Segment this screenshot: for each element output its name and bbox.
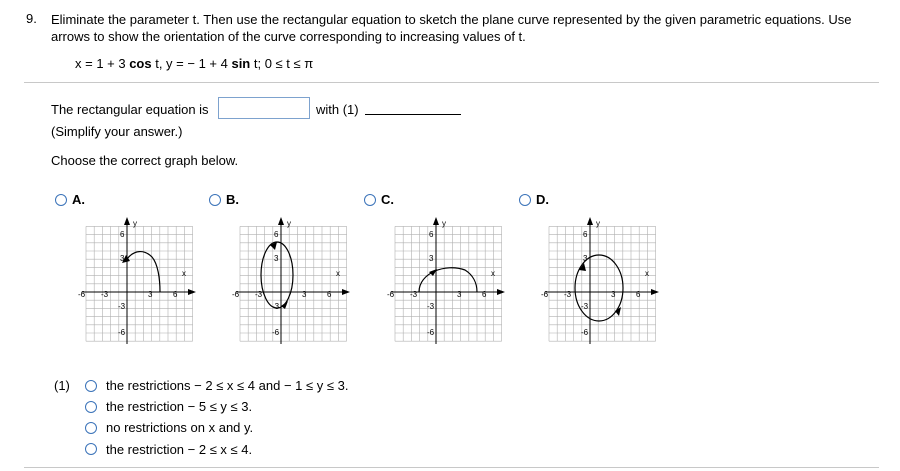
x-tick-3: 3 — [457, 290, 462, 299]
question-number: 9. — [26, 11, 37, 26]
x-tick-6: 6 — [173, 290, 178, 299]
y-tick-neg3: -3 — [118, 302, 126, 311]
graph-a — [78, 213, 200, 345]
x-tick-6: 6 — [482, 290, 487, 299]
parametric-equations — [75, 56, 313, 71]
curve — [261, 242, 293, 308]
x-tick-neg6: -6 — [232, 290, 240, 299]
x-axis-label: x — [645, 269, 649, 278]
x-tick-3: 3 — [148, 290, 153, 299]
question-text: Eliminate the parameter t. Then use the rectangular equation to sketch the plane curve represented by the given parametric equations. Use arrows to show the orientation of the curve corresponding to increasing values of t. — [51, 12, 852, 44]
graph-c — [387, 213, 509, 345]
y-axis-label: y — [133, 219, 137, 228]
y-tick-neg3: -3 — [272, 302, 280, 311]
y-tick-6: 6 — [120, 230, 125, 239]
rect-eq-label: The rectangular equation is — [51, 102, 209, 117]
eq-part: t; 0 ≤ t ≤ π — [250, 56, 314, 71]
restriction-option-3-radio[interactable] — [85, 422, 97, 434]
eq-cos: cos — [129, 56, 152, 71]
y-tick-neg6: -6 — [581, 328, 589, 337]
x-tick-neg3: -3 — [564, 290, 572, 299]
x-axis-label: x — [182, 269, 186, 278]
graph-d — [541, 213, 663, 345]
simplify-hint: (Simplify your answer.) — [51, 124, 183, 139]
y-tick-3: 3 — [429, 254, 434, 263]
option-d-radio[interactable] — [519, 194, 531, 206]
y-axis-label: y — [442, 219, 446, 228]
y-tick-3: 3 — [120, 254, 125, 263]
restriction-option-1: the restrictions − 2 ≤ x ≤ 4 and − 1 ≤ y ≤ 3. — [106, 378, 349, 393]
restriction-option-3: no restrictions on x and y. — [106, 420, 254, 435]
option-b-radio[interactable] — [209, 194, 221, 206]
y-tick-neg6: -6 — [118, 328, 126, 337]
restriction-option-4: the restriction − 2 ≤ x ≤ 4. — [106, 442, 253, 457]
graph-b — [232, 213, 354, 345]
x-tick-neg3: -3 — [101, 290, 109, 299]
option-a-label: A. — [72, 192, 85, 207]
x-tick-neg6: -6 — [541, 290, 549, 299]
x-axis-label: x — [491, 269, 495, 278]
option-c-label: C. — [381, 192, 394, 207]
eq-part: x = 1 + 3 — [75, 56, 130, 71]
eq-part: t, y = − 1 + 4 — [151, 56, 232, 71]
y-tick-3: 3 — [274, 254, 279, 263]
eq-sin: sin — [231, 56, 251, 71]
grid — [240, 226, 347, 341]
x-tick-neg6: -6 — [78, 290, 86, 299]
option-b-label: B. — [226, 192, 239, 207]
x-tick-neg6: -6 — [387, 290, 395, 299]
x-tick-6: 6 — [327, 290, 332, 299]
restriction-option-2-radio[interactable] — [85, 401, 97, 413]
x-tick-3: 3 — [302, 290, 307, 299]
orientation-arrow — [281, 301, 288, 309]
y-tick-neg6: -6 — [427, 328, 435, 337]
y-tick-neg6: -6 — [272, 328, 280, 337]
restriction-option-1-radio[interactable] — [85, 380, 97, 392]
y-tick-3: 3 — [583, 254, 588, 263]
option-a-radio[interactable] — [55, 194, 67, 206]
rect-equation-input[interactable] — [218, 97, 310, 119]
option-c-radio[interactable] — [364, 194, 376, 206]
top-divider — [24, 82, 879, 83]
with-label: with (1) — [316, 102, 359, 117]
y-tick-6: 6 — [583, 230, 588, 239]
y-tick-6: 6 — [429, 230, 434, 239]
restriction-option-2: the restriction − 5 ≤ y ≤ 3. — [106, 399, 253, 414]
grid — [395, 226, 502, 341]
x-tick-neg3: -3 — [410, 290, 418, 299]
restriction-blank[interactable] — [365, 114, 461, 115]
graph-prompt: Choose the correct graph below. — [51, 153, 239, 168]
restrictions-label: (1) — [54, 378, 70, 393]
y-tick-neg3: -3 — [581, 302, 589, 311]
x-tick-6: 6 — [636, 290, 641, 299]
x-axis-label: x — [336, 269, 340, 278]
option-d-label: D. — [536, 192, 549, 207]
y-tick-6: 6 — [274, 230, 279, 239]
grid — [549, 226, 656, 341]
x-tick-neg3: -3 — [255, 290, 263, 299]
bottom-divider — [24, 467, 879, 468]
y-axis-label: y — [287, 219, 291, 228]
y-tick-neg3: -3 — [427, 302, 435, 311]
x-tick-3: 3 — [611, 290, 616, 299]
y-axis-label: y — [596, 219, 600, 228]
restriction-option-4-radio[interactable] — [85, 443, 97, 455]
grid — [86, 226, 193, 341]
